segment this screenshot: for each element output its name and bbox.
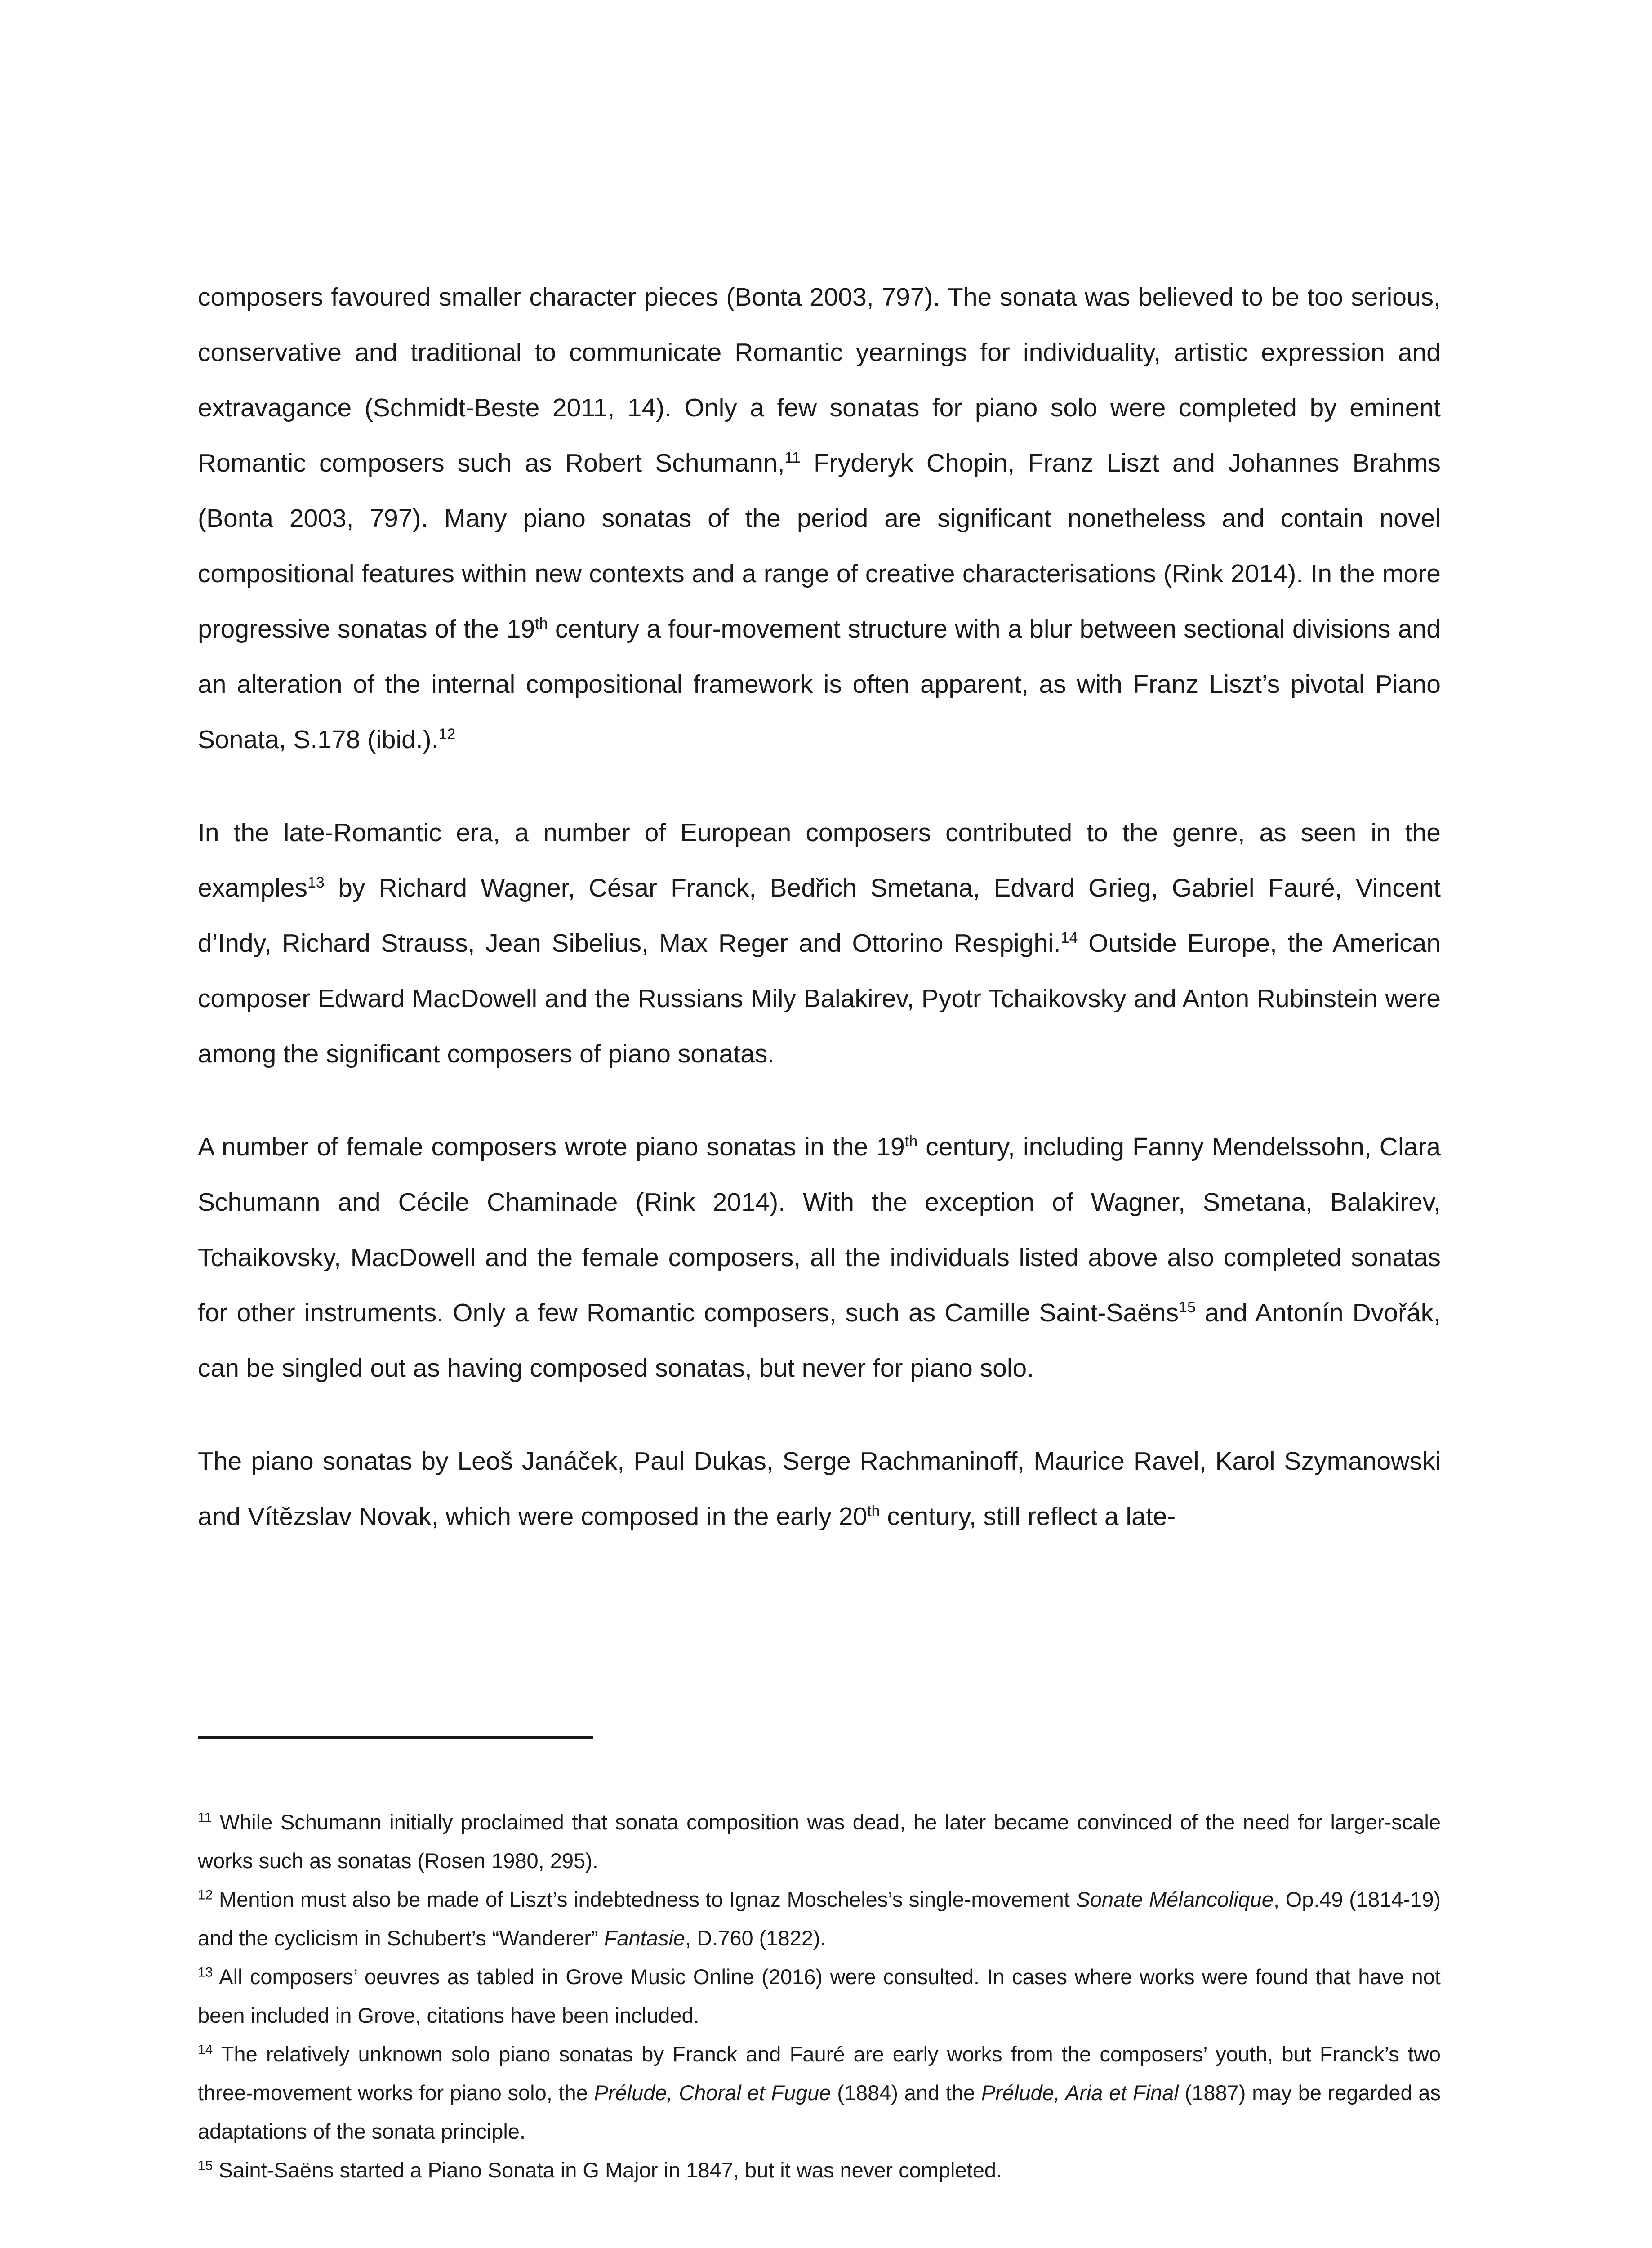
paragraph-text: century, including Fanny Mendelssohn, Clara Schumann and Cécile Chaminade (Rink 2014). With the exception of Wagner, Smetana, Balakirev, Tchaikovsky, MacDowell and the female composers, all the individuals listed above also completed sonatas for other instruments. Only a few Romantic composers, such as Camille Saint-Saëns (198, 1133, 1441, 1327)
footnote-15 (198, 2151, 1441, 2190)
footnote-14 (198, 2035, 1441, 2151)
footnote-number: 12 (198, 1887, 213, 1903)
paragraph-text: The piano sonatas by Leoš Janáček, Paul Dukas, Serge Rachmaninoff, Maurice Ravel, Karol Szymanowski and Vítězslav Novak, which were composed in the early 20 (198, 1447, 1441, 1531)
body-text (198, 270, 1441, 1582)
paragraph-3 (198, 1120, 1441, 1396)
paragraph-text: by Richard Wagner, César Franck, Bedřich Smetana, Edvard Grieg, Gabriel Fauré, Vincent d’Indy, Richard Strauss, Jean Sibelius, Max Reger and Ottorino Respighi. (198, 874, 1441, 958)
footnote-separator (198, 1736, 593, 1739)
work-title: Prélude, Aria et Final (981, 2081, 1179, 2105)
paragraph-2 (198, 805, 1441, 1082)
paragraph-text: Outside Europe, the American composer Edward MacDowell and the Russians Mily Balakirev, Pyotr Tchaikovsky and Anton Rubinstein were among the significant composers of piano sonatas. (198, 929, 1441, 1068)
footnote-text: , Op.49 (1814-19) and the cyclicism in Schubert’s “Wanderer” (198, 1887, 1441, 1950)
footnote-ref-12[interactable]: 12 (438, 726, 456, 743)
footnotes (198, 1803, 1441, 2190)
footnote-text: (1887) may be regarded as adaptations of the sonata principle. (198, 2081, 1441, 2143)
work-title: Prélude, Choral et Fugue (594, 2081, 831, 2105)
paragraph-4 (198, 1434, 1441, 1544)
footnote-text: , D.760 (1822). (685, 1926, 826, 1950)
work-title: Fantasie (604, 1926, 686, 1950)
paragraph-text: In the late-Romantic era, a number of European composers contributed to the genre, as seen in the examples (198, 818, 1441, 902)
paragraph-text: century a four-movement structure with a blur between sectional divisions and an alteration of the internal compositional framework is often apparent, as with Franz Liszt’s pivotal Piano Sonata, S.178 (ibid.). (198, 615, 1441, 754)
footnote-number: 11 (198, 1810, 212, 1825)
footnote-text: Mention must also be made of Liszt’s indebtedness to Ignaz Moscheles’s single-movement (213, 1887, 1076, 1911)
footnote-text: The relatively unknown solo piano sonatas by Franck and Fauré are early works from the composers’ youth, but Franck’s two three-movement works for piano solo, the (198, 2042, 1441, 2105)
footnote-number: 13 (198, 1965, 213, 1980)
paragraph-text: century, still reflect a late- (880, 1502, 1176, 1531)
footnote-11 (198, 1803, 1441, 1880)
paragraph-text: A number of female composers wrote piano sonatas in the 19 (198, 1133, 905, 1161)
footnote-ref-11[interactable]: 11 (784, 449, 801, 466)
footnote-number: 14 (198, 2042, 213, 2057)
footnote-text: Saint-Saëns started a Piano Sonata in G Major in 1847, but it was never completed. (213, 2158, 1002, 2182)
footnote-text: All composers’ oeuvres as tabled in Grove Music Online (2016) were consulted. In cases where works were found that have not been included in Grove, citations have been included. (198, 1965, 1441, 2027)
paragraph-1 (198, 270, 1441, 767)
footnote-13 (198, 1958, 1441, 2035)
paragraph-text: Fryderyk Chopin, Franz Liszt and Johannes Brahms (Bonta 2003, 797). Many piano sonatas of the period are significant nonetheless and contain novel compositional features within new contexts and a range of creative characterisations (Rink 2014). In the more progressive sonatas of the 19 (198, 449, 1441, 643)
footnote-number: 15 (198, 2158, 213, 2173)
footnote-ref-15[interactable]: 15 (1179, 1299, 1196, 1316)
footnote-ref-14[interactable]: 14 (1060, 929, 1078, 946)
paragraph-text: and Antonín Dvořák, can be singled out as having composed sonatas, but never for piano solo. (198, 1298, 1441, 1383)
footnote-text: (1884) and the (831, 2081, 981, 2105)
ordinal-suffix: th (904, 1133, 918, 1150)
work-title: Sonate Mélancolique (1076, 1887, 1274, 1911)
ordinal-suffix: th (867, 1503, 880, 1520)
footnote-text: While Schumann initially proclaimed that sonata composition was dead, he later became convinced of the need for larger-scale works such as sonatas (Rosen 1980, 295). (198, 1810, 1441, 1873)
footnote-12 (198, 1880, 1441, 1958)
footnote-ref-13[interactable]: 13 (307, 874, 325, 891)
paragraph-text: composers favoured smaller character pieces (Bonta 2003, 797). The sonata was believed to be too serious, conservative and traditional to communicate Romantic yearnings for individuality, artistic expression and extravagance (Schmidt-Beste 2011, 14). Only a few sonatas for piano solo were completed by eminent Romantic composers such as Robert Schumann, (198, 283, 1441, 477)
ordinal-suffix: th (535, 615, 548, 632)
